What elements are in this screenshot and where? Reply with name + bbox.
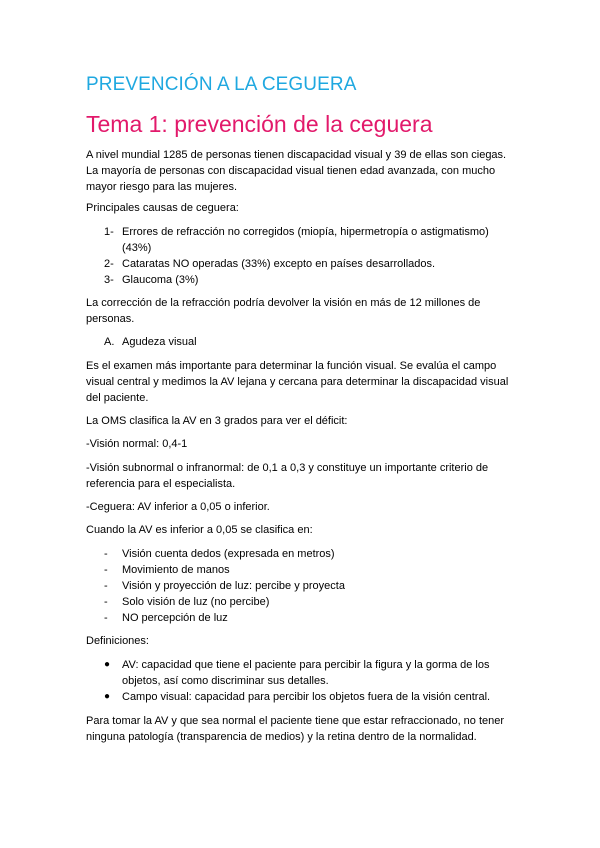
below-item-4: Solo visión de luz (no percibe) xyxy=(122,596,270,608)
av-paragraph: Es el examen más importante para determinar la función visual. Se evalúa el campo visual central y medimos la AV lejana y cercana para determinar la discapacidad visual del paciente. xyxy=(86,360,509,404)
oms-paragraph: La OMS clasifica la AV en 3 grados para ver el déficit: xyxy=(86,415,348,427)
below-marker-3: - xyxy=(104,580,108,592)
grade-normal: -Visión normal: 0,4-1 xyxy=(86,438,188,450)
document-subtitle: Tema 1: prevención de la ceguera xyxy=(86,111,433,137)
document-title: PREVENCIÓN A LA CEGUERA xyxy=(86,74,357,95)
causes-item-2: Cataratas NO operadas (33%) excepto en países desarrollados. xyxy=(122,258,436,270)
section-a-marker: A. xyxy=(104,336,115,348)
grade-subnormal: -Visión subnormal o infranormal: de 0,1 a 0,3 y constituye un importante criterio de referencia para el especialista. xyxy=(86,462,489,490)
causes-item-1: Errores de refracción no corregidos (miopía, hipermetropía o astigmatismo) (43%) xyxy=(122,226,489,254)
definitions-item-2: Campo visual: capacidad para percibir los objetos fuera de la visión central. xyxy=(122,691,491,703)
below-marker-5: - xyxy=(104,612,108,624)
closing-paragraph: Para tomar la AV y que sea normal el paciente tiene que estar refraccionado, no tener ninguna patología (transparencia de medios) y la retina dentro de la normalidad. xyxy=(86,715,505,743)
definitions-bullet-2: ● xyxy=(104,691,111,702)
below-marker-2: - xyxy=(104,564,108,576)
definitions-item-1: AV: capacidad que tiene el paciente para percibir la figura y la gorma de los objetos, así como discriminar sus detalles. xyxy=(122,659,490,687)
causes-marker-1: 1- xyxy=(104,226,114,238)
section-a-heading: Agudeza visual xyxy=(122,336,197,348)
below-item-1: Visión cuenta dedos (expresada en metros) xyxy=(122,548,335,560)
below-marker-4: - xyxy=(104,596,108,608)
intro-paragraph: A nivel mundial 1285 de personas tienen discapacidad visual y 39 de ellas son ciegas. La mayoría de personas con discapacidad visual tienen edad avanzada, con mucho mayor riesgo para las mujeres. xyxy=(86,149,507,193)
causes-item-3: Glaucoma (3%) xyxy=(122,274,199,286)
definitions-bullet-1: ● xyxy=(104,659,111,670)
below-paragraph: Cuando la AV es inferior a 0,05 se clasifica en: xyxy=(86,524,313,536)
correction-paragraph: La corrección de la refracción podría devolver la visión en más de 12 millones de personas. xyxy=(86,297,481,325)
definitions-heading: Definiciones: xyxy=(86,635,149,647)
below-item-2: Movimiento de manos xyxy=(122,564,230,576)
causes-marker-2: 2- xyxy=(104,258,114,270)
below-item-3: Visión y proyección de luz: percibe y proyecta xyxy=(122,580,345,592)
causes-marker-3: 3- xyxy=(104,274,114,286)
causes-heading: Principales causas de ceguera: xyxy=(86,202,239,214)
below-marker-1: - xyxy=(104,548,108,560)
below-item-5: NO percepción de luz xyxy=(122,612,228,624)
grade-blind: -Ceguera: AV inferior a 0,05 o inferior. xyxy=(86,501,270,513)
